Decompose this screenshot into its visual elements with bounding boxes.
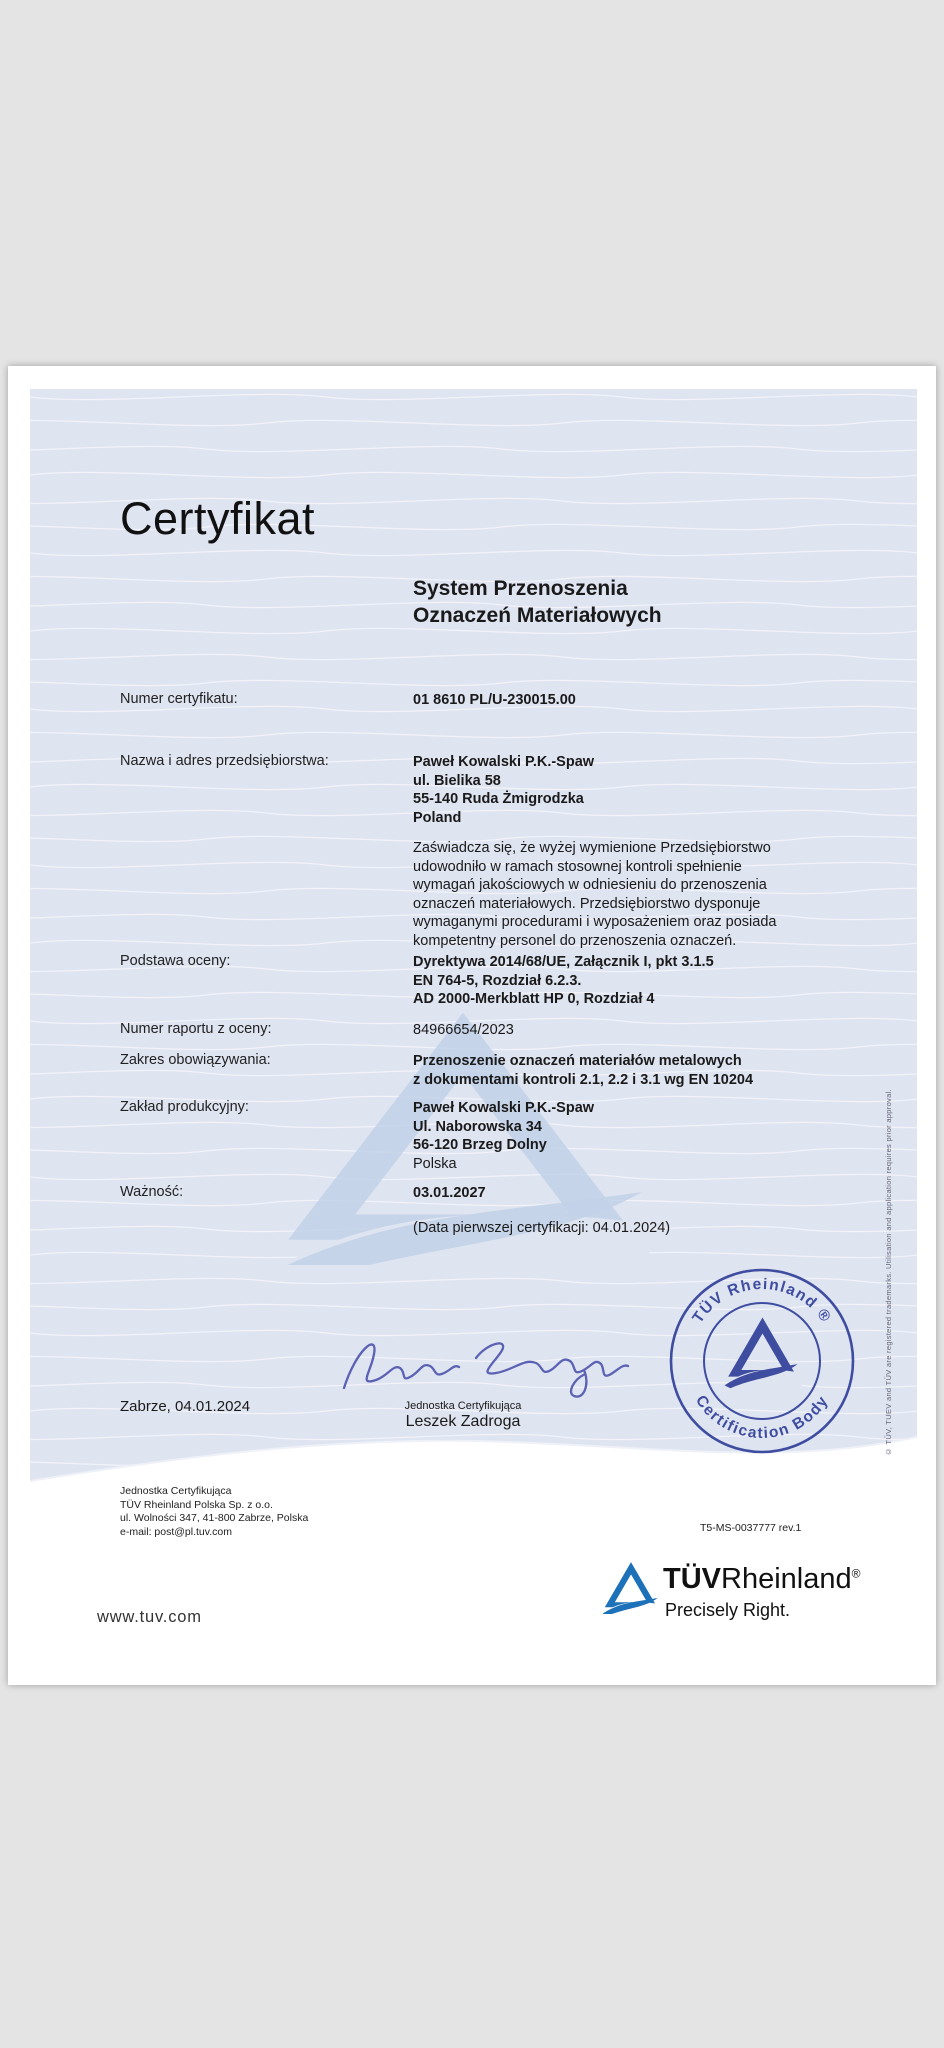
- document-code: T5-MS-0037777 rev.1: [700, 1522, 802, 1534]
- basis-line: AD 2000-Merkblatt HP 0, Rozdział 4: [413, 991, 655, 1007]
- plant-label: Zakład produkcyjny:: [120, 1099, 249, 1115]
- statement-line: wymagań jakościowych w odniesieniu do przenoszenia: [413, 877, 767, 894]
- trademark-side-note: © TÜV, TUEV and TÜV are registered trademarks. Utilisation and application requires prior approval.: [884, 1089, 893, 1456]
- certification-body-stamp: [667, 1266, 857, 1456]
- company-label: Nazwa i adres przedsiębiorstwa:: [120, 753, 329, 769]
- basis-line: EN 764-5, Rozdział 6.2.3.: [413, 972, 582, 989]
- company-address: [413, 753, 594, 827]
- statement-paragraph: [413, 839, 776, 951]
- place-date: Zabrze, 04.01.2024: [120, 1398, 251, 1415]
- signatory-name: Leszek Zadroga: [405, 1413, 521, 1430]
- company-line: Paweł Kowalski P.K.-Spaw: [413, 754, 595, 770]
- company-line: Poland: [413, 809, 462, 826]
- statement-line: kompetentny personel do przenoszenia oznaczeń.: [413, 932, 737, 949]
- cert-number-value: 01 8610 PL/U-230015.00: [413, 692, 576, 708]
- report-value: 84966654/2023: [413, 1022, 514, 1038]
- scope-line: Przenoszenie oznaczeń materiałów metalowych: [413, 1053, 742, 1069]
- issuer-line: e-mail: post@pl.tuv.com: [120, 1525, 232, 1538]
- company-line: ul. Bielika 58: [413, 772, 501, 789]
- statement-line: udowodniło w ramach stosownej kontroli spełnienie: [413, 858, 742, 875]
- stamp-bottom-text: Certification Body: [691, 1392, 833, 1443]
- plant-line: Paweł Kowalski P.K.-Spaw: [413, 1100, 595, 1116]
- plant-line: Ul. Naborowska 34: [413, 1118, 542, 1135]
- subtitle-line-1: System Przenoszenia: [413, 577, 628, 600]
- brand-tuv: TÜV: [663, 1563, 721, 1595]
- plant-address: [413, 1099, 594, 1173]
- brand-tagline: Precisely Right.: [665, 1600, 791, 1620]
- svg-text:Certification Body: [692, 1392, 832, 1442]
- validity-label: Ważność:: [120, 1184, 184, 1200]
- scope-values: [413, 1052, 753, 1089]
- plant-line: Polska: [413, 1155, 457, 1172]
- website-url: www.tuv.com: [97, 1608, 202, 1626]
- validity-value: 03.01.2027: [413, 1185, 486, 1201]
- issuer-line: ul. Wolności 347, 41-800 Zabrze, Polska: [120, 1512, 309, 1524]
- brand-rheinland: Rheinland: [721, 1563, 852, 1595]
- stamp-top-text: TÜV Rheinland ®: [689, 1275, 835, 1327]
- plant-line: 56-120 Brzeg Dolny: [413, 1137, 547, 1153]
- issuer-line: Jednostka Certyfikująca: [120, 1485, 232, 1497]
- basis-values: [413, 953, 714, 1009]
- scope-line: z dokumentami kontroli 2.1, 2.2 i 3.1 wg EN 10204: [413, 1071, 754, 1088]
- issuer-line: TÜV Rheinland Polska Sp. z o.o.: [120, 1498, 273, 1511]
- statement-line: wymaganymi procedurami i wyposażeniem oraz posiada: [413, 914, 777, 931]
- stamp-tuv-triangle-icon: [723, 1317, 802, 1388]
- certificate-page: [8, 366, 936, 1685]
- first-certification-note: (Data pierwszej certyfikacji: 04.01.2024): [413, 1220, 671, 1236]
- tuv-logo-triangle-icon: [603, 1561, 659, 1614]
- report-label: Numer raportu z oceny:: [120, 1021, 272, 1037]
- issuer-block: [120, 1485, 308, 1539]
- certificate-subtitle: [413, 575, 662, 629]
- statement-line: Zaświadcza się, że wyżej wymienione Przedsiębiorstwo: [413, 840, 771, 856]
- statement-line: oznaczeń materiałowych. Przedsiębiorstwo dysponuje: [413, 895, 761, 912]
- registered-mark: ®: [851, 1566, 861, 1581]
- basis-line: Dyrektywa 2014/68/UE, Załącznik I, pkt 3.1.5: [413, 954, 714, 970]
- company-line: 55-140 Ruda Żmigrodzka: [413, 791, 584, 807]
- certificate-title: Certyfikat: [120, 493, 316, 544]
- subtitle-line-2: Oznaczeń Materiałowych: [413, 604, 662, 627]
- cert-number-label: Numer certyfikatu:: [120, 691, 238, 707]
- handwritten-signature: [338, 1324, 638, 1404]
- scope-label: Zakres obowiązywania:: [120, 1052, 271, 1068]
- basis-label: Podstawa oceny:: [120, 953, 231, 969]
- signatory-role: Jednostka Certyfikująca: [404, 1400, 522, 1412]
- brand-wordmark: [663, 1563, 860, 1596]
